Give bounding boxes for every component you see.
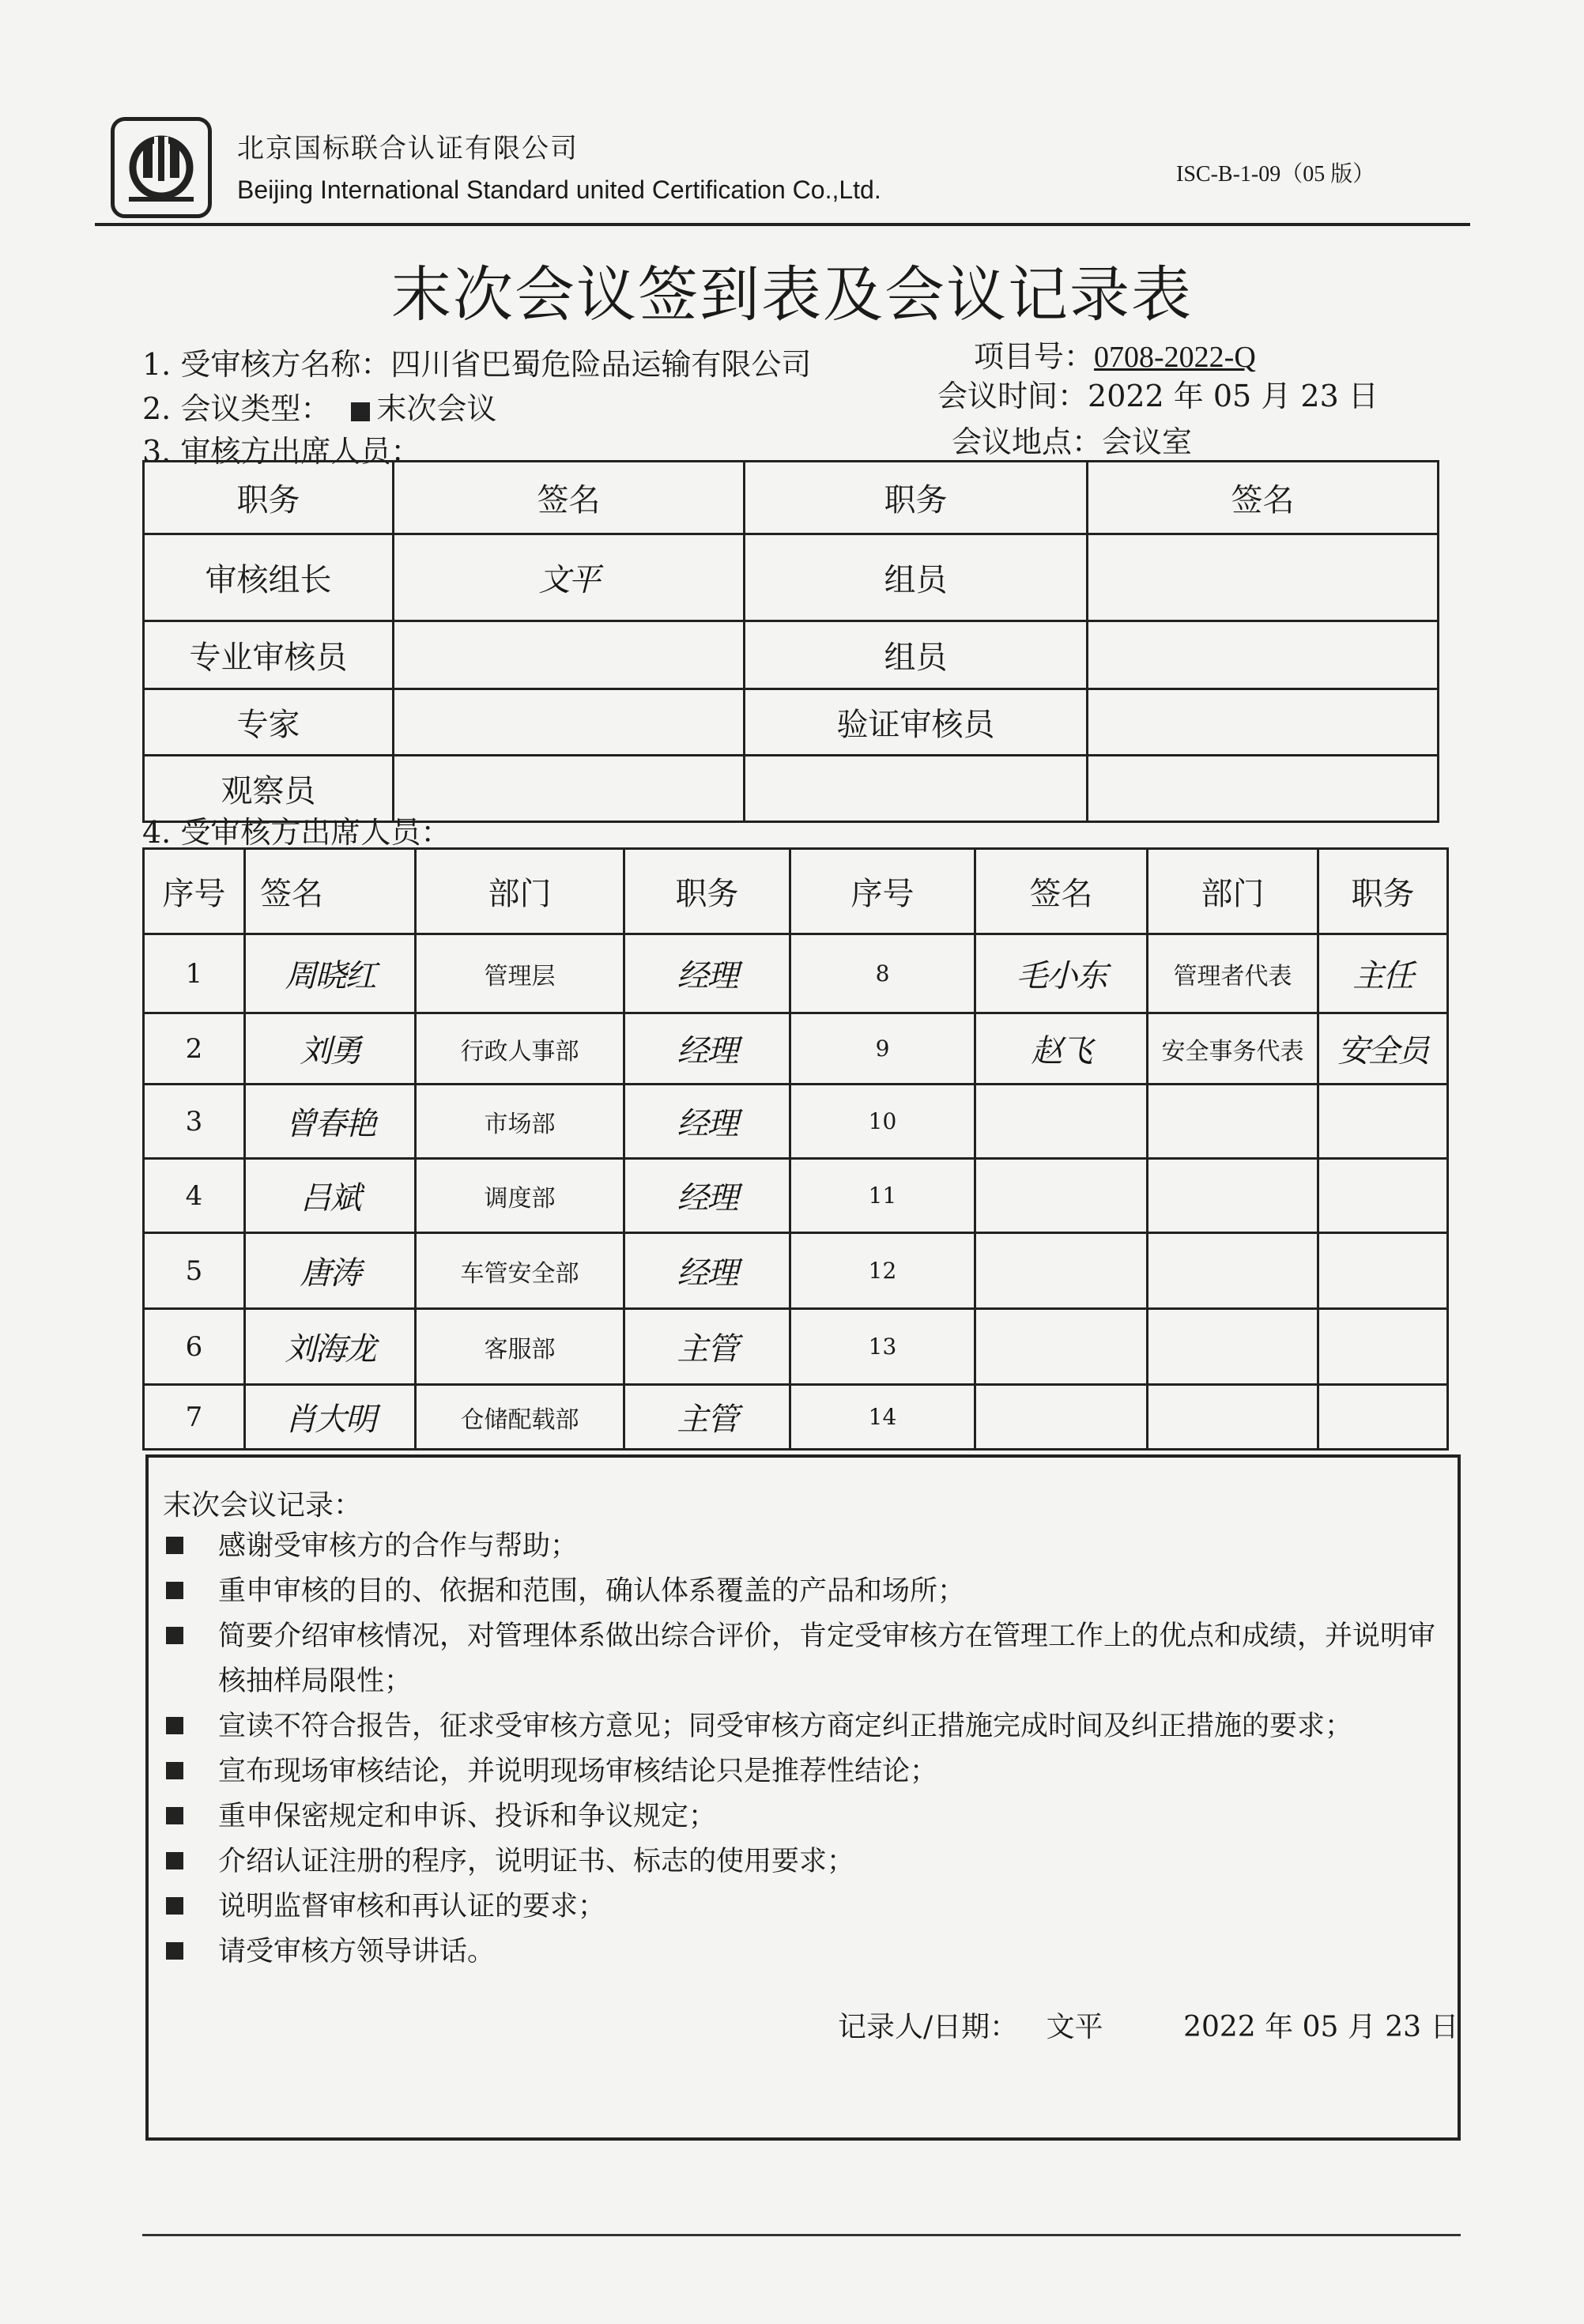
department-cell: 调度部 (416, 1159, 624, 1233)
table-row (144, 621, 1439, 689)
role-cell: 专业审核员 (144, 621, 394, 689)
list-item (163, 1569, 1443, 1614)
column-header: 序号 (144, 849, 245, 934)
column-header: 职务 (144, 462, 394, 534)
position-cell (1318, 1385, 1448, 1450)
recorder-label: 记录人/日期： (838, 2011, 1019, 2043)
position-cell: 经理 (624, 934, 790, 1013)
signature-cell: 文平 (394, 534, 745, 621)
seq-cell: 1 (144, 934, 245, 1013)
list-item-text: 感谢受审核方的合作与帮助； (218, 1530, 579, 1562)
department-cell (1148, 1159, 1318, 1233)
company-name-en: Beijing International Standard united Certification Co.,Ltd. (237, 175, 881, 204)
list-item-text: 重申保密规定和申诉、投诉和争议规定； (218, 1801, 717, 1832)
department-cell (1148, 1233, 1318, 1309)
meeting-type-label: 2. 会议类型： (142, 391, 331, 426)
seq-cell: 12 (790, 1233, 975, 1309)
recorder-date: 2022 年 05 月 23 日 (1183, 2011, 1459, 2043)
signature-cell: 曾春艳 (245, 1085, 416, 1159)
list-item (163, 1749, 1443, 1794)
auditee-attendees-heading: 4. 受审核方出席人员： (142, 815, 451, 850)
column-header: 部门 (1148, 849, 1318, 934)
checked-box-icon (166, 1852, 183, 1869)
role-cell: 组员 (745, 621, 1088, 689)
seq-cell: 4 (144, 1159, 245, 1233)
position-cell: 经理 (624, 1085, 790, 1159)
checked-box-icon (166, 1627, 183, 1644)
auditee-name-line (142, 340, 811, 383)
seq-cell: 6 (144, 1309, 245, 1385)
checked-box-icon (166, 1582, 183, 1599)
seq-cell: 9 (790, 1013, 975, 1085)
position-cell: 经理 (624, 1159, 790, 1233)
column-header (245, 849, 416, 934)
table-row (144, 1085, 1448, 1159)
meeting-record-list (163, 1524, 1443, 1975)
signature-cell (975, 1233, 1148, 1309)
company-name-cn: 北京国标联合认证有限公司 (237, 133, 579, 164)
project-number-value: 0708-2022-Q (1094, 341, 1256, 374)
position-cell (1318, 1233, 1448, 1309)
seq-cell: 13 (790, 1309, 975, 1385)
table-row (144, 534, 1439, 621)
meeting-time-label: 会议时间： (937, 379, 1088, 413)
list-item-text: 简要介绍审核情况，对管理体系做出综合评价，肯定受审核方在管理工作上的优点和成绩，并说明审核抽样局限性； (218, 1620, 1436, 1697)
signature-cell (975, 1385, 1148, 1450)
recorder-name: 文平 (1046, 2011, 1103, 2043)
auditee-name-value: 四川省巴蜀危险品运输有限公司 (390, 347, 812, 382)
table-row (144, 934, 1448, 1013)
role-cell: 审核组长 (144, 534, 394, 621)
role-cell: 验证审核员 (745, 689, 1088, 756)
department-cell: 管理层 (416, 934, 624, 1013)
position-cell (1318, 1159, 1448, 1233)
certification-logo-icon (115, 121, 208, 214)
table-row (144, 1013, 1448, 1085)
table-row (144, 689, 1439, 756)
department-cell (1148, 1085, 1318, 1159)
column-header: 签名 (1088, 462, 1439, 534)
signature-cell (1088, 689, 1439, 756)
table-row (144, 1385, 1448, 1450)
seq-cell: 10 (790, 1085, 975, 1159)
seq-cell: 11 (790, 1159, 975, 1233)
signature-cell: 吕斌 (245, 1159, 416, 1233)
project-number-line (974, 332, 1256, 375)
seq-cell: 7 (144, 1385, 245, 1450)
meeting-place-label: 会议地点： (952, 424, 1103, 459)
department-cell: 客服部 (416, 1309, 624, 1385)
column-header: 签名 (975, 849, 1148, 934)
checked-box-icon (166, 1762, 183, 1779)
position-cell: 安全员 (1318, 1013, 1448, 1085)
position-cell: 主管 (624, 1309, 790, 1385)
signature-cell: 肖大明 (245, 1385, 416, 1450)
project-number-label: 项目号： (974, 339, 1095, 374)
list-item-text: 介绍认证注册的程序，说明证书、标志的使用要求； (218, 1846, 855, 1877)
checked-box-icon (166, 1942, 183, 1960)
list-item (163, 1839, 1443, 1884)
list-item-text: 宣布现场审核结论，并说明现场审核结论只是推荐性结论； (218, 1756, 938, 1787)
signature-cell (1088, 534, 1439, 621)
column-header-text: 签名 (260, 876, 323, 912)
signature-cell: 刘海龙 (245, 1309, 416, 1385)
table-row (144, 1309, 1448, 1385)
list-item (163, 1794, 1443, 1839)
auditor-attendance-table (142, 460, 1439, 823)
seq-cell: 2 (144, 1013, 245, 1085)
column-header: 序号 (790, 849, 975, 934)
table-header-row (144, 462, 1439, 534)
signature-cell (394, 689, 745, 756)
checked-box-icon (351, 402, 370, 421)
column-header: 职务 (624, 849, 790, 934)
footer-divider (142, 2234, 1461, 2236)
seq-cell: 5 (144, 1233, 245, 1309)
department-cell: 车管安全部 (416, 1233, 624, 1309)
auditee-name-label: 1. 受审核方名称： (142, 347, 391, 382)
signature-cell (975, 1085, 1148, 1159)
signature-cell (975, 1309, 1148, 1385)
seq-cell: 8 (790, 934, 975, 1013)
signature-cell: 唐涛 (245, 1233, 416, 1309)
role-cell (745, 756, 1088, 822)
list-item-text: 说明监督审核和再认证的要求； (218, 1891, 606, 1922)
meeting-record-title: 末次会议记录： (163, 1489, 363, 1522)
signature-cell: 毛小东 (975, 934, 1148, 1013)
table-row (144, 1233, 1448, 1309)
column-header: 职务 (745, 462, 1088, 534)
meeting-type-line (142, 384, 496, 428)
meeting-time-line (937, 372, 1378, 415)
column-header: 签名 (394, 462, 745, 534)
checked-box-icon (166, 1717, 183, 1734)
department-cell: 仓储配载部 (416, 1385, 624, 1450)
seq-cell: 14 (790, 1385, 975, 1450)
auditee-attendance-table (142, 847, 1449, 1451)
auditor-attendees-heading: 3. 审核方出席人员： (142, 434, 421, 469)
signature-cell (1088, 621, 1439, 689)
list-item (163, 1614, 1443, 1704)
table-header-row (144, 849, 1448, 934)
column-header: 职务 (1318, 849, 1448, 934)
position-cell: 主任 (1318, 934, 1448, 1013)
list-item-text: 宣读不符合报告，征求受审核方意见；同受审核方商定纠正措施完成时间及纠正措施的要求； (218, 1711, 1353, 1742)
role-cell: 组员 (745, 534, 1088, 621)
table-row (144, 1159, 1448, 1233)
position-cell (1318, 1085, 1448, 1159)
list-item (163, 1930, 1443, 1975)
position-cell: 经理 (624, 1233, 790, 1309)
list-item (163, 1704, 1443, 1749)
department-cell: 行政人事部 (416, 1013, 624, 1085)
department-cell (1148, 1309, 1318, 1385)
role-cell: 专家 (144, 689, 394, 756)
header-divider (95, 223, 1470, 226)
company-logo (111, 117, 212, 218)
meeting-type-value: 末次会议 (376, 391, 497, 426)
list-item (163, 1884, 1443, 1930)
meeting-time-value: 2022 年 05 月 23 日 (1088, 379, 1378, 413)
meeting-place-line (952, 417, 1192, 461)
signature-cell: 周晓红 (245, 934, 416, 1013)
signature-cell: 刘勇 (245, 1013, 416, 1085)
checked-box-icon (166, 1537, 183, 1554)
list-item-text: 重申审核的目的、依据和范围，确认体系覆盖的产品和场所； (218, 1575, 966, 1607)
signature-cell (394, 621, 745, 689)
list-item (163, 1524, 1443, 1569)
column-header: 部门 (416, 849, 624, 934)
signature-cell (1088, 756, 1439, 822)
recorder-line (838, 2005, 1459, 2045)
checked-box-icon (166, 1807, 183, 1824)
department-cell (1148, 1385, 1318, 1450)
checked-box-icon (166, 1897, 183, 1915)
department-cell: 市场部 (416, 1085, 624, 1159)
department-cell: 安全事务代表 (1148, 1013, 1318, 1085)
signature-cell (975, 1159, 1148, 1233)
position-cell: 主管 (624, 1385, 790, 1450)
seq-cell: 3 (144, 1085, 245, 1159)
document-code: ISC-B-1-09（05 版） (1176, 162, 1375, 187)
document-title: 末次会议签到表及会议记录表 (391, 259, 1193, 330)
role-cell: 观察员 (144, 756, 394, 822)
signature-cell: 赵飞 (975, 1013, 1148, 1085)
position-cell (1318, 1309, 1448, 1385)
position-cell: 经理 (624, 1013, 790, 1085)
list-item-text: 请受审核方领导讲话。 (218, 1936, 496, 1967)
department-cell: 管理者代表 (1148, 934, 1318, 1013)
meeting-place-value: 会议室 (1102, 424, 1193, 459)
